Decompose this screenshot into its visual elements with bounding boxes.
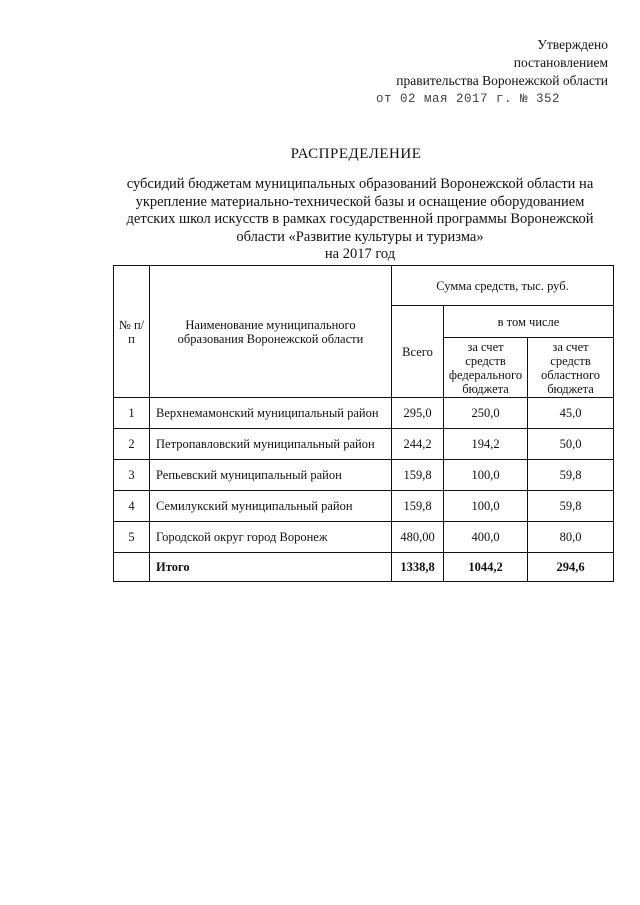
approval-block: [376, 36, 608, 108]
row-total: 295,0: [392, 398, 444, 429]
row-number: 5: [114, 522, 150, 553]
document-subtitle: [110, 176, 610, 264]
row-name: Репьевский муниципальный район: [150, 460, 392, 491]
total-federal: 1044,2: [444, 553, 528, 582]
approval-line-resolution: постановлением: [513, 55, 608, 70]
row-total: 159,8: [392, 491, 444, 522]
approval-date-stamp: от 02 мая 2017 г. № 352: [375, 92, 560, 106]
row-federal: 194,2: [444, 429, 528, 460]
row-federal: 100,0: [444, 491, 528, 522]
row-regional: 45,0: [528, 398, 614, 429]
total-number-cell: [114, 553, 150, 582]
table-row: [114, 522, 614, 553]
row-name: Петропавловский муниципальный район: [150, 429, 392, 460]
approval-line-approved: Утверждено: [537, 37, 608, 52]
row-number: 1: [114, 398, 150, 429]
row-number: 3: [114, 460, 150, 491]
table-row: [114, 429, 614, 460]
distribution-table: [113, 265, 614, 582]
subtitle-year: на 2017 год: [324, 246, 396, 262]
row-regional: 59,8: [528, 460, 614, 491]
table-row: [114, 460, 614, 491]
header-row-1: [114, 266, 614, 306]
header-regional: за счет средств областного бюджета: [528, 338, 614, 398]
row-name: Верхнемамонский муниципальный район: [150, 398, 392, 429]
row-number: 4: [114, 491, 150, 522]
total-label: Итого: [150, 553, 392, 582]
row-total: 159,8: [392, 460, 444, 491]
row-federal: 400,0: [444, 522, 528, 553]
document-heading: РАСПРЕДЕЛЕНИЕ: [290, 146, 422, 162]
row-total: 480,00: [392, 522, 444, 553]
header-federal: за счет средств федерального бюджета: [444, 338, 528, 398]
row-federal: 250,0: [444, 398, 528, 429]
row-name: Городской округ город Воронеж: [150, 522, 392, 553]
row-regional: 59,8: [528, 491, 614, 522]
row-name: Семилукский муниципальный район: [150, 491, 392, 522]
row-regional: 50,0: [528, 429, 614, 460]
row-regional: 80,0: [528, 522, 614, 553]
header-including: в том числе: [444, 306, 614, 338]
header-sum: Сумма средств, тыс. руб.: [392, 266, 614, 306]
approval-line-government: правительства Воронежской области: [396, 73, 608, 88]
table-row: [114, 398, 614, 429]
table-total-row: [114, 553, 614, 582]
total-regional: 294,6: [528, 553, 614, 582]
table-row: [114, 491, 614, 522]
row-number: 2: [114, 429, 150, 460]
row-total: 244,2: [392, 429, 444, 460]
subtitle-text: субсидий бюджетам муниципальных образований Воронежской области на укрепление материально-технической базы и оснащение оборудованием детских школ искусств в рамках государственной программы Воронежской области «Развитие культуры и туризма»: [126, 176, 594, 245]
header-total: Всего: [392, 306, 444, 398]
total-sum: 1338,8: [392, 553, 444, 582]
row-federal: 100,0: [444, 460, 528, 491]
header-number: № п/п: [114, 266, 150, 398]
header-name: Наименование муниципального образования Воронежской области: [150, 266, 392, 398]
